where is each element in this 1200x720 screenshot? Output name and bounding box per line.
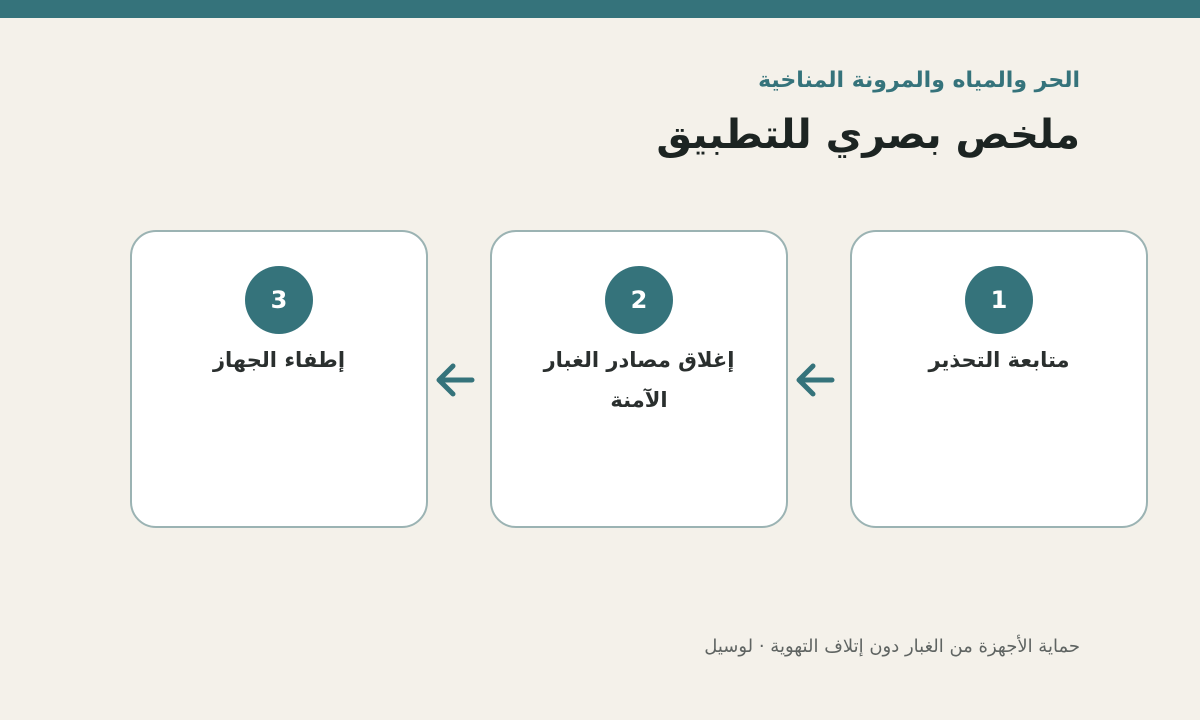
step-card-3 xyxy=(130,230,428,528)
top-accent-bar xyxy=(0,0,1200,18)
step-label: متابعة التحذير xyxy=(928,348,1070,372)
step-number-badge: 1 xyxy=(965,266,1033,334)
step-number-badge: 2 xyxy=(605,266,673,334)
footer-caption: حماية الأجهزة من الغبار دون إتلاف التهوية · لوسيل xyxy=(704,636,1080,657)
arrow-left-icon xyxy=(792,358,838,402)
step-label: إغلاق مصادر الغبار الآمنة xyxy=(543,348,735,412)
page-kicker: الحر والمياه والمرونة المناخية xyxy=(758,68,1080,93)
step-card-2 xyxy=(490,230,788,528)
page-title: ملخص بصري للتطبيق xyxy=(656,112,1080,158)
arrow-left-icon xyxy=(432,358,478,402)
step-number-badge: 3 xyxy=(245,266,313,334)
step-card-1 xyxy=(850,230,1148,528)
step-label: إطفاء الجهاز xyxy=(212,348,346,372)
